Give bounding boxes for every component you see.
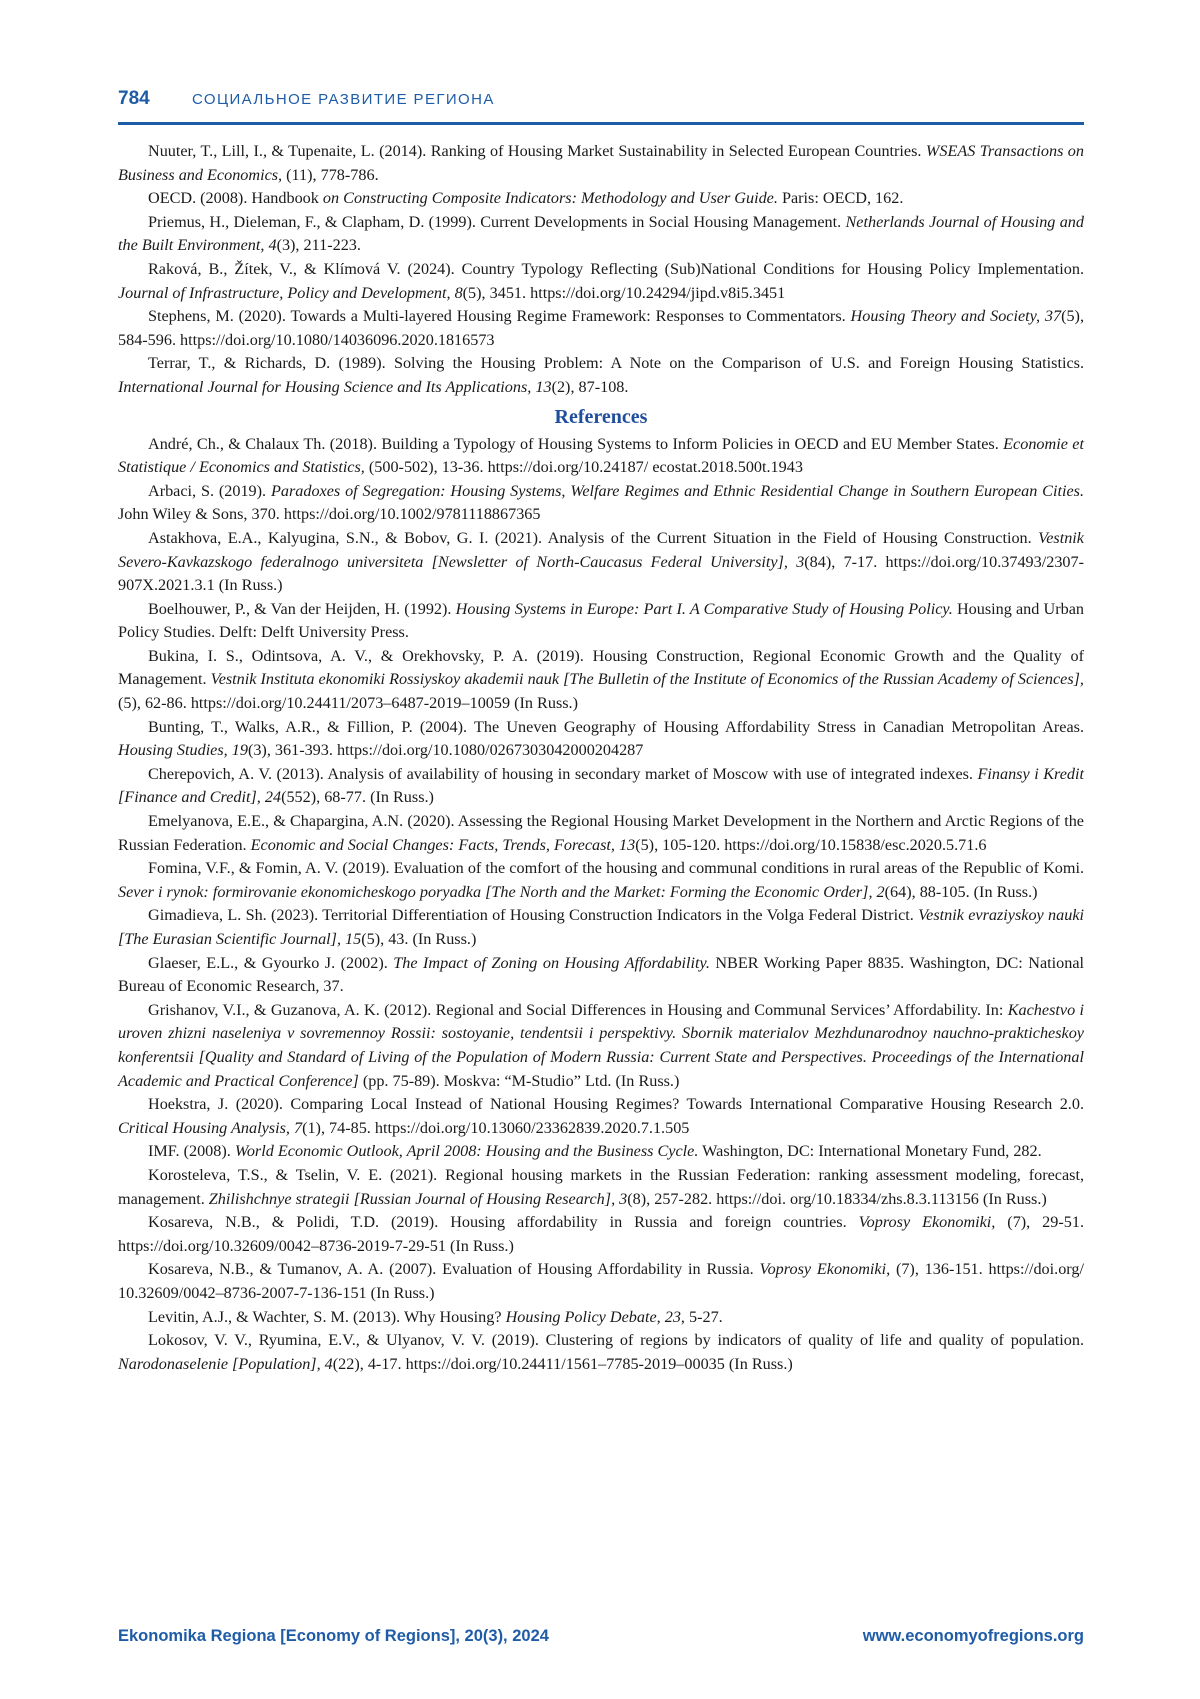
reference-details: (5), 105-120. https://doi.org/10.15838/esc.2020.5.71.6: [635, 835, 987, 854]
reference-text: Fomina, V.F., & Fomin, A. V. (2019). Evaluation of the comfort of the housing and communal conditions in rural areas of the Republic of Komi.: [148, 859, 1084, 878]
page-footer: [118, 1627, 1084, 1653]
reference-entry: [118, 952, 1084, 999]
reference-details: , 5-27.: [680, 1307, 723, 1326]
reference-text: Kosareva, N.B., & Polidi, T.D. (2019). Housing affordability in Russia and foreign countries.: [148, 1213, 859, 1232]
footer-journal-citation: Ekonomika Regiona [Economy of Regions], 20(3), 2024: [118, 1627, 549, 1645]
reference-source-title: Netherlands Journal of Housing and the Built Environment, 4: [118, 212, 1084, 255]
reference-details: (3), 211-223.: [276, 236, 361, 255]
reference-text: Boelhouwer, P., & Van der Heijden, H. (1992).: [148, 599, 456, 618]
reference-details: Housing and Urban Policy Studies. Delft: Delft University Press.: [118, 599, 1084, 642]
reference-text: Raková, B., Žítek, V., & Klímová V. (2024). Country Typology Reflecting (Sub)National Conditions for Housing Policy Implementation.: [148, 259, 1084, 278]
references-list: [118, 433, 1084, 1377]
reference-entry: [118, 857, 1084, 904]
reference-source-title: Economic and Social Changes: Facts, Trends, Forecast, 13: [250, 835, 636, 854]
reference-details: (11), 778-786.: [282, 165, 379, 184]
reference-source-title: Vestnik Instituta ekonomiki Rossiyskoy akademii nauk [The Bulletin of the Institute of Economics of the Russian Academy of Sciences],: [210, 670, 1084, 689]
previous-references-list: [118, 140, 1084, 400]
reference-source-title: Sever i rynok: formirovanie ekonomicheskogo poryadka [The North and the Market: Forming the Economic Order], 2: [118, 882, 885, 901]
reference-source-title: on Constructing Composite Indicators: Methodology and User Guide.: [322, 189, 778, 208]
reference-text: Lokosov, V. V., Ryumina, E.V., & Ulyanov, V. V. (2019). Clustering of regions by indicators of quality of life and quality of population.: [148, 1331, 1084, 1350]
reference-text: Arbaci, S. (2019).: [148, 481, 271, 500]
reference-text: Stephens, M. (2020). Towards a Multi-layered Housing Regime Framework: Responses to Commentators.: [148, 307, 851, 326]
reference-text: Astakhova, E.A., Kalyugina, S.N., & Bobov, G. I. (2021). Analysis of the Current Situation in the Field of Housing Construction.: [148, 528, 1039, 547]
reference-details: (2), 87-108.: [551, 377, 629, 396]
reference-text: Hoekstra, J. (2020). Comparing Local Instead of National Housing Regimes? Towards International Comparative Housing Research 2.0.: [148, 1095, 1084, 1114]
page-header: [118, 88, 1084, 125]
reference-entry: [118, 527, 1084, 598]
reference-entry: [118, 904, 1084, 951]
reference-source-title: WSEAS Transactions on Business and Economics,: [118, 142, 1084, 184]
references-heading: References: [554, 405, 648, 428]
reference-details: (5), 43. (In Russ.): [361, 930, 477, 948]
reference-text: Nuuter, T., Lill, I., & Tupenaite, L. (2014). Ranking of Housing Market Sustainability in Selected European Countries.: [148, 142, 926, 160]
reference-details: Washington, DC: International Monetary Fund, 282.: [698, 1142, 1042, 1161]
reference-text: OECD. (2008). Handbook: [148, 189, 323, 208]
reference-entry: [118, 999, 1084, 1093]
reference-source-title: Narodonaselenie [Population], 4: [118, 1354, 333, 1373]
reference-text: Cherepovich, A. V. (2013). Analysis of availability of housing in secondary market of Moscow with use of integrated indexes.: [148, 764, 978, 783]
reference-details: (8), 257-282. https://doi. org/10.18334/zhs.8.3.113156 (In Russ.): [627, 1189, 1047, 1208]
reference-details: (pp. 75-89). Moskva: “M-Studio” Ltd. (In Russ.): [358, 1071, 680, 1090]
reference-text: IMF. (2008).: [148, 1142, 235, 1161]
reference-text: André, Ch., & Chalaux Th. (2018). Building a Typology of Housing Systems to Inform Policies in OECD and EU Member States.: [148, 434, 1004, 453]
reference-source-title: International Journal for Housing Science and Its Applications, 13: [118, 377, 552, 396]
reference-details: NBER Working Paper 8835. Washington, DC: National Bureau of Economic Research, 37.: [118, 953, 1084, 996]
reference-entry: [118, 480, 1084, 527]
reference-entry: [118, 1258, 1084, 1305]
reference-source-title: Economie et Statistique / Economics and Statistics,: [118, 434, 1084, 477]
running-head-section: СОЦИАЛЬНОЕ РАЗВИТИЕ РЕГИОНА: [192, 91, 495, 108]
reference-source-title: Housing Theory and Society, 37: [850, 307, 1062, 326]
reference-text: Korosteleva, T.S., & Tselin, V. E. (2021). Regional housing markets in the Russian Federation: ranking assessment modeling, forecast, management.: [118, 1165, 1084, 1208]
reference-details: (22), 4-17. https://doi.org/10.24411/1561–7785-2019–00035 (In Russ.): [332, 1354, 793, 1373]
reference-details: (84), 7-17. https://doi.org/10.37493/2307-907X.2021.3.1 (In Russ.): [118, 552, 1084, 595]
reference-entry: [118, 716, 1084, 763]
reference-source-title: Voprosy Ekonomiki,: [759, 1260, 891, 1279]
footer-website-link[interactable]: www.economyofregions.org: [862, 1627, 1084, 1645]
reference-details: (1), 74-85. https://doi.org/10.13060/23362839.2020.7.1.505: [302, 1118, 690, 1137]
reference-entry: [118, 598, 1084, 645]
reference-source-title: Journal of Infrastructure, Policy and Development, 8: [118, 283, 463, 302]
page-content: [118, 140, 1084, 1376]
reference-source-title: Vestnik Severo-Kavkazskogo federalnogo universiteta [Newsletter of North-Caucasus Federal University], 3: [118, 528, 1084, 571]
reference-details: (5), 584-596. https://doi.org/10.1080/14036096.2020.1816573: [118, 307, 1084, 349]
reference-details: (3), 361-393. https://doi.org/10.1080/0267303042000204287: [247, 741, 644, 760]
reference-details: (500-502), 13-36. https://doi.org/10.24187/ ecostat.2018.500t.1943: [364, 458, 803, 477]
reference-source-title: Housing Studies, 19: [118, 741, 248, 760]
reference-text: Glaeser, E.L., & Gyourko J. (2002).: [148, 953, 394, 972]
reference-details: (7), 29-51. https://doi.org/10.32609/0042–8736-2019-7-29-51 (In Russ.): [118, 1213, 1084, 1255]
reference-entry: [118, 810, 1084, 857]
reference-text: Levitin, A.J., & Wachter, S. M. (2013). Why Housing?: [148, 1307, 506, 1326]
reference-text: Grishanov, V.I., & Guzanova, A. K. (2012). Regional and Social Differences in Housing and Communal Services’ Affordability. In:: [148, 1000, 1008, 1019]
reference-source-title: Finansy i Kredit [Finance and Credit], 24: [118, 764, 1084, 807]
reference-entry: [118, 305, 1084, 352]
reference-details: Paris: OECD, 162.: [777, 189, 904, 208]
reference-source-title: Vestnik evraziyskoy nauki [The Eurasian Scientific Journal], 15: [118, 906, 1084, 948]
reference-source-title: World Economic Outlook, April 2008: Housing and the Business Cycle.: [234, 1142, 699, 1161]
reference-source-title: Critical Housing Analysis, 7: [118, 1118, 303, 1137]
reference-entry: [118, 645, 1084, 716]
reference-text: Gimadieva, L. Sh. (2023). Territorial Differentiation of Housing Construction Indicators in the Volga Federal District.: [148, 906, 919, 925]
reference-entry: [118, 1093, 1084, 1140]
reference-entry: [118, 187, 1084, 211]
reference-entry: [118, 1164, 1084, 1211]
reference-source-title: The Impact of Zoning on Housing Affordability.: [393, 953, 710, 972]
reference-details: (5), 62-86. https://doi.org/10.24411/2073–6487-2019–10059 (In Russ.): [118, 694, 578, 713]
reference-details: (552), 68-77. (In Russ.): [281, 788, 434, 807]
reference-entry: [118, 211, 1084, 258]
reference-entry: [118, 1140, 1084, 1164]
reference-entry: [118, 258, 1084, 305]
reference-entry: [118, 1306, 1084, 1330]
reference-text: Bukina, I. S., Odintsova, A. V., & Orekhovsky, P. A. (2019). Housing Construction, Regional Economic Growth and the Quality of Management.: [118, 646, 1084, 689]
reference-source-title: Voprosy Ekonomiki,: [858, 1213, 996, 1232]
reference-entry: [118, 1211, 1084, 1258]
reference-source-title: Paradoxes of Segregation: Housing Systems, Welfare Regimes and Ethnic Residential Change in Southern European Cities.: [270, 481, 1085, 500]
reference-details: John Wiley & Sons, 370. https://doi.org/10.1002/9781118867365: [118, 505, 541, 524]
reference-entry: [118, 352, 1084, 399]
reference-entry: [118, 763, 1084, 810]
reference-entry: [118, 140, 1084, 187]
reference-text: Priemus, H., Dieleman, F., & Clapham, D. (1999). Current Developments in Social Housing Management.: [148, 212, 846, 231]
reference-source-title: Housing Policy Debate, 23: [505, 1307, 681, 1326]
reference-entry: [118, 433, 1084, 480]
reference-source-title: Housing Systems in Europe: Part I. A Comparative Study of Housing Policy.: [455, 599, 953, 618]
reference-source-title: Kachestvo i uroven zhizni naseleniya v sovremennoy Rossii: sostoyanie, tendentsii i perspektivy. Sbornik materialov Mezhdunarodnoy nauchno-prakticheskoy konferentsii [Quality and Standard of Living of the Population of Modern Russia: Current State and Perspectives. Proceedings of the International Academic and Practical Conference]: [118, 1000, 1084, 1090]
page-number: 784: [118, 88, 150, 109]
reference-text: Kosareva, N.B., & Tumanov, A. A. (2007). Evaluation of Housing Affordability in Russia.: [148, 1260, 760, 1279]
reference-details: (5), 3451. https://doi.org/10.24294/jipd.v8i5.3451: [462, 283, 786, 302]
reference-source-title: Zhilishchnye strategii [Russian Journal of Housing Research], 3: [208, 1189, 628, 1208]
reference-text: Bunting, T., Walks, A.R., & Fillion, P. (2004). The Uneven Geography of Housing Affordability Stress in Canadian Metropolitan Areas.: [148, 717, 1084, 736]
reference-text: Terrar, T., & Richards, D. (1989). Solving the Housing Problem: A Note on the Comparison of U.S. and Foreign Housing Statistics.: [148, 354, 1084, 373]
reference-entry: [118, 1329, 1084, 1376]
reference-text: Emelyanova, E.E., & Chapargina, A.N. (2020). Assessing the Regional Housing Market Development in the Northern and Arctic Regions of the Russian Federation.: [118, 812, 1084, 854]
reference-details: (7), 136-151. https://doi.org/ 10.32609/0042–8736-2007-7-136-151 (In Russ.): [118, 1260, 1084, 1302]
reference-details: (64), 88-105. (In Russ.): [884, 882, 1038, 901]
